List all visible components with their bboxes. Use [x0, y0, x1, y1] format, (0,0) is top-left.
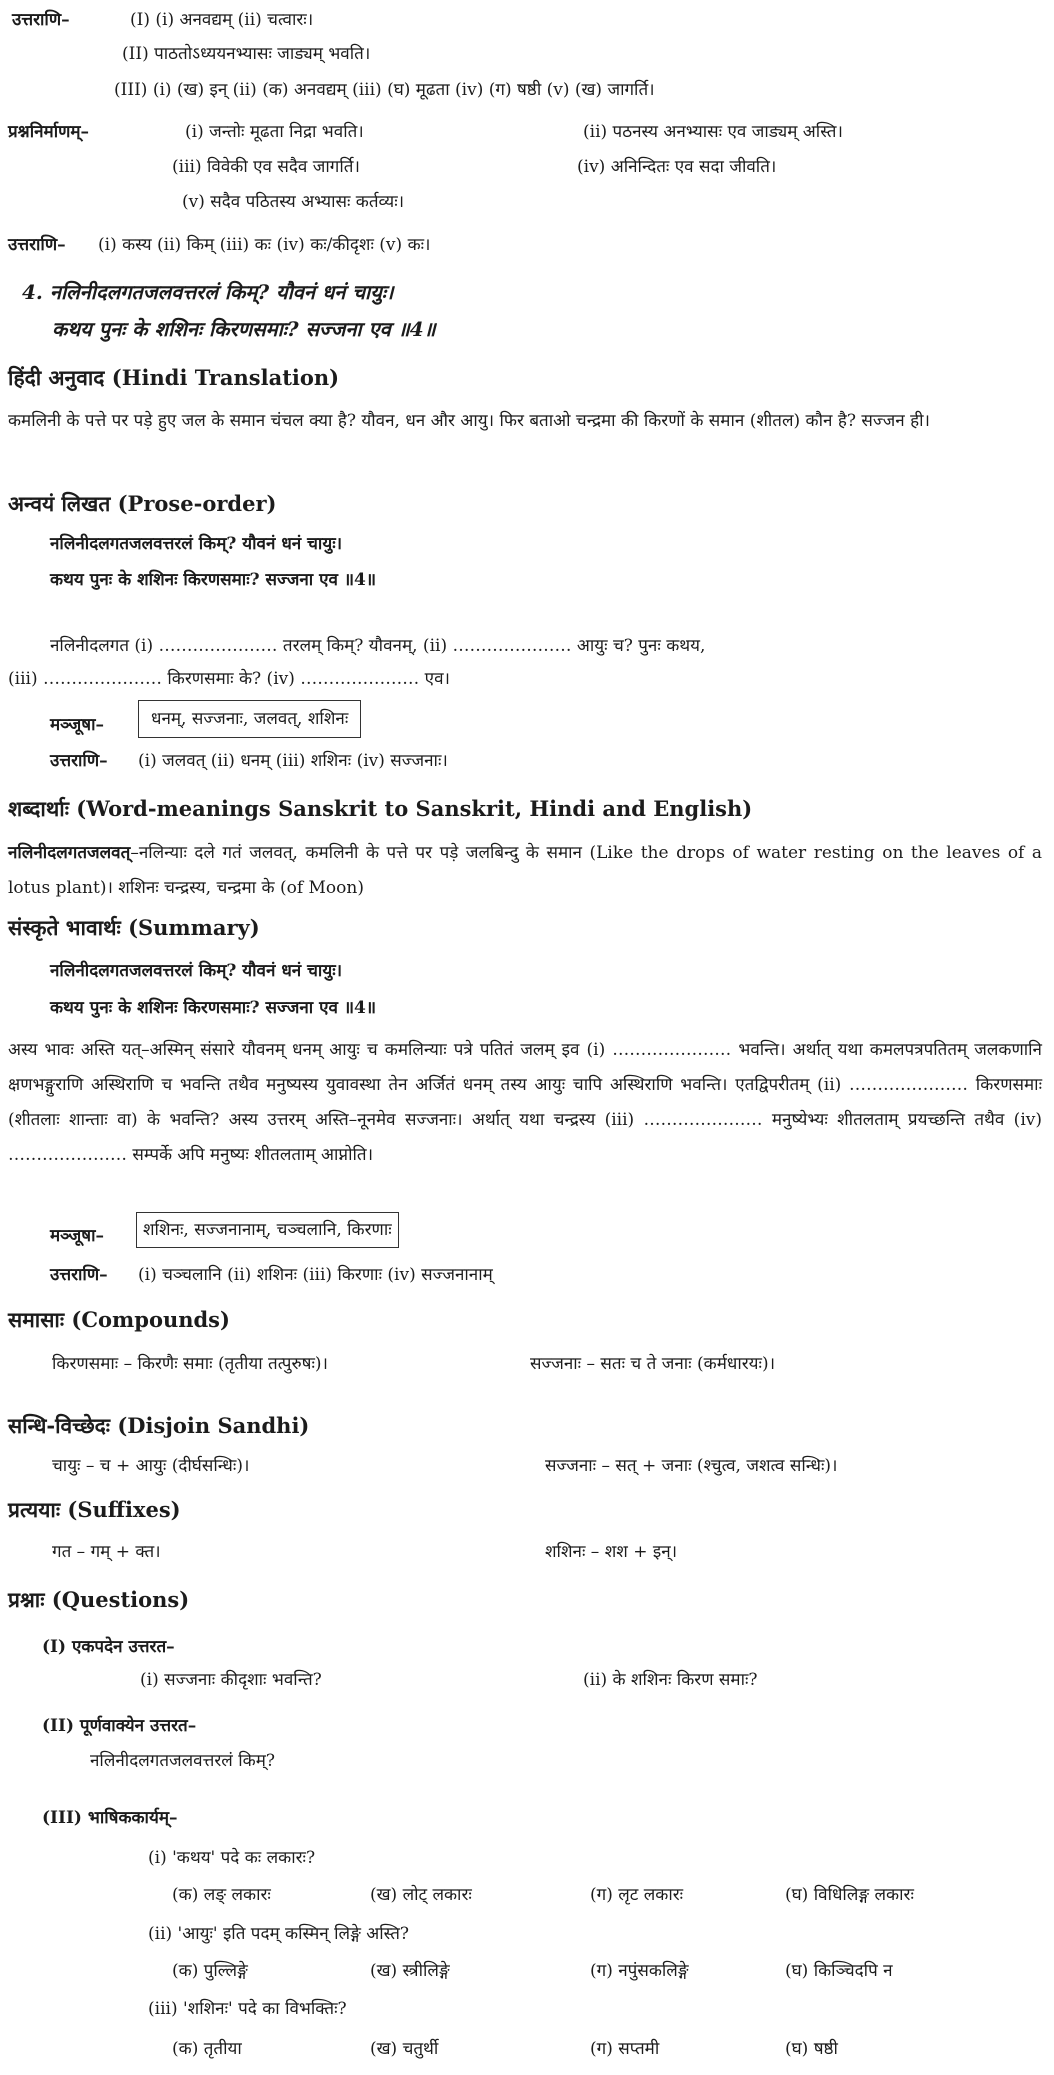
- option: (ख) चतुर्थी: [370, 2039, 439, 2059]
- answers-label: उत्तराणि–: [8, 235, 66, 255]
- question-group-label: (I) एकपदेन उत्तरत–: [42, 1637, 175, 1657]
- sandhi: चायुः – च + आयुः (दीर्घसन्धिः)।: [52, 1456, 250, 1476]
- answers-text: (i) कस्य (ii) किम् (iii) कः (iv) कः/कीदृशः (v) कः।: [98, 235, 431, 255]
- term: नलिनीदलगतजलवत्: [8, 843, 131, 863]
- compound: सज्जनाः – सतः च ते जनाः (कर्मधारयः)।: [530, 1354, 776, 1374]
- verse-line: कथय पुनः के शशिनः किरणसमाः? सज्जना एव ॥4॥: [52, 317, 436, 341]
- word-box: शशिनः, सज्जनानाम्, चञ्चलानि, किरणाः: [136, 1212, 399, 1248]
- option: (ख) स्त्रीलिङ्गे: [370, 1961, 450, 1981]
- section-heading: अन्वयं लिखत (Prose-order): [8, 491, 277, 516]
- answers-label: उत्तराणि–: [50, 751, 108, 771]
- option: (क) तृतीया: [172, 2039, 242, 2059]
- item: (i) जन्तोः मूढता निद्रा भवति।: [185, 122, 364, 142]
- question: (ii) के शशिनः किरण समाः?: [583, 1670, 758, 1690]
- section-heading: संस्कृते भावार्थः (Summary): [8, 915, 260, 940]
- item: (iii) विवेकी एव सदैव जागर्ति।: [172, 157, 360, 177]
- sandhi: सज्जनाः – सत् + जनाः (श्चुत्व, जशत्व सन्धिः)।: [545, 1456, 838, 1476]
- option: (ख) लोट् लकारः: [370, 1885, 472, 1905]
- manjusha-label: मञ्जूषा–: [50, 1226, 105, 1246]
- option: (घ) विधिलिङ्ग लकारः: [785, 1885, 914, 1905]
- verse-line: कथय पुनः के शशिनः किरणसमाः? सज्जना एव ॥4॥: [50, 570, 377, 590]
- item: (v) सदैव पठितस्य अभ्यासः कर्तव्यः।: [182, 192, 405, 212]
- compound: किरणसमाः – किरणैः समाः (तृतीया तत्पुरुषः)।: [52, 1354, 328, 1374]
- answers-text: (i) चञ्चलानि (ii) शशिनः (iii) किरणाः (iv) सज्जनानाम्: [138, 1265, 493, 1285]
- question: (i) सज्जनाः कीदृशाः भवन्ति?: [140, 1670, 322, 1690]
- question: (iii) 'शशिनः' पदे का विभक्तिः?: [148, 1999, 347, 2019]
- verse-line: नलिनीदलगतजलवत्तरलं किम्? यौवनं धनं चायुः।: [50, 534, 343, 554]
- question: नलिनीदलगतजलवत्तरलं किम्?: [90, 1751, 275, 1771]
- answers-label: उत्तराणि–: [12, 10, 70, 30]
- section-heading: समासाः (Compounds): [8, 1307, 230, 1332]
- verse-line: कथय पुनः के शशिनः किरणसमाः? सज्जना एव ॥4॥: [50, 998, 377, 1018]
- suffix: शशिनः – शश + इन्।: [545, 1542, 678, 1562]
- word-meaning: [8, 836, 1042, 906]
- item: (iv) अनिन्दितः एव सदा जीवति।: [577, 157, 777, 177]
- answers-text: (i) जलवत् (ii) धनम् (iii) शशिनः (iv) सज्जनाः।: [138, 751, 448, 771]
- answer-line: (III) (i) (ख) इन् (ii) (क) अनवद्यम् (iii) (घ) मूढता (iv) (ग) षष्ठी (v) (ख) जागर्ति।: [114, 80, 655, 100]
- question-group-label: (III) भाषिककार्यम्–: [42, 1808, 178, 1828]
- option: (घ) किञ्चिदपि न: [785, 1961, 893, 1981]
- summary-paragraph: अस्य भावः अस्ति यत्–अस्मिन् संसारे यौवनम् धनम् आयुः च कमलिन्याः पत्रे पतितं जलम् इव (i) ………………… भवन्ति। अर्थात् यथा कमलपत्रपतितम् जलकणानि क्षणभङ्गुराणि अस्थिराणि च भवन्ति तथैव मनुष्यस्य युवावस्था तेन अर्जितं धनम् तस्य आयुः चापि अस्थिराणि भवन्ति। एतद्विपरीतम् (ii) ………………… किरणसमाः (शीतलाः शान्ताः वा) के भवन्ति? अस्य उत्तरम् अस्ति–नूनमेव सज्जनाः। अर्थात् यथा चन्द्रस्य (iii) ………………… मनुष्येभ्यः शीतलताम् प्रयच्छन्ति तथैव (iv) ………………… सम्पर्के अपि मनुष्यः शीतलताम् आप्नोति।: [8, 1040, 1042, 1165]
- answers-label: उत्तराणि–: [50, 1265, 108, 1285]
- verse-line: नलिनीदलगतजलवत्तरलं किम्? यौवनं धनं चायुः।: [50, 961, 343, 981]
- manjusha-label: मञ्जूषा–: [50, 715, 105, 735]
- meaning: –नलिन्याः दले गतं जलवत्, कमलिनी के पत्ते पर पड़े जलबिन्दु के समान (Like the drops of water resting on the leaves of a lotus plant)। शशिनः चन्द्रस्य, चन्द्रमा के (of Moon): [8, 843, 1042, 898]
- fill-line: (iii) ………………… किरणसमाः के? (iv) ………………… एव।: [8, 669, 450, 689]
- word-box: धनम्, सज्जनाः, जलवत्, शशिनः: [138, 700, 361, 738]
- option: (ग) लृट लकारः: [590, 1885, 684, 1905]
- hindi-translation: कमलिनी के पत्ते पर पड़े हुए जल के समान चंचल क्या है? यौवन, धन और आयु। फिर बताओ चन्द्रमा की किरणों के समान (शीतल) कौन है? सज्जन ही।: [8, 411, 930, 431]
- section-heading: शब्दार्थाः (Word-meanings Sanskrit to Sanskrit, Hindi and English): [8, 796, 753, 821]
- option: (ग) नपुंसकलिङ्गे: [590, 1961, 689, 1981]
- suffix: गत – गम् + क्त।: [52, 1542, 161, 1562]
- option: (क) लङ् लकारः: [172, 1885, 271, 1905]
- answer-line: (II) पाठतोऽध्ययनभ्यासः जाड्यम् भवति।: [122, 44, 371, 64]
- verse-line: 4. नलिनीदलगतजलवत्तरलं किम्? यौवनं धनं चायुः।: [22, 280, 394, 304]
- item: (ii) पठनस्य अनभ्यासः एव जाड्यम् अस्ति।: [583, 122, 843, 142]
- question: (ii) 'आयुः' इति पदम् कस्मिन् लिङ्गे अस्ति?: [148, 1924, 410, 1944]
- section-heading: हिंदी अनुवाद (Hindi Translation): [8, 365, 340, 390]
- option: (ग) सप्तमी: [590, 2039, 660, 2059]
- question: (i) 'कथय' पदे कः लकारः?: [148, 1848, 316, 1868]
- section-heading: सन्धि-विच्छेदः (Disjoin Sandhi): [8, 1413, 310, 1438]
- fill-line: नलिनीदलगत (i) ………………… तरलम् किम्? यौवनम्, (ii) ………………… आयुः च? पुनः कथय,: [50, 636, 706, 656]
- section-heading: प्रश्नाः (Questions): [8, 1587, 190, 1612]
- section-heading: प्रत्ययाः (Suffixes): [8, 1497, 181, 1522]
- option: (क) पुल्लिङ्गे: [172, 1961, 248, 1981]
- answer-line: (I) (i) अनवद्यम् (ii) चत्वारः।: [130, 10, 314, 30]
- option: (घ) षष्ठी: [785, 2039, 838, 2059]
- question-group-label: (II) पूर्णवाक्येन उत्तरत–: [42, 1716, 197, 1736]
- question-formation-label: प्रश्ननिर्माणम्–: [8, 122, 90, 142]
